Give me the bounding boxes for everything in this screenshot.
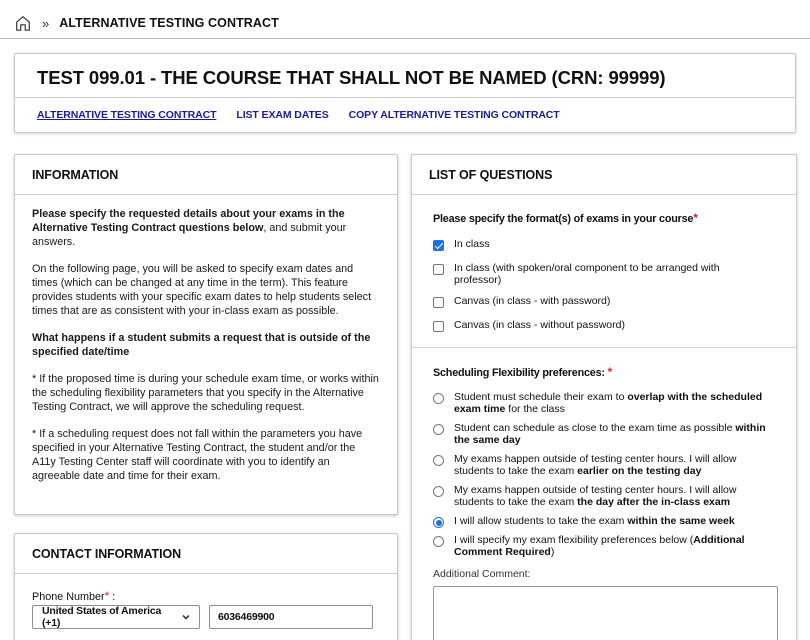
exam-format-title (433, 211, 796, 225)
flex-radio-same-week[interactable] (433, 517, 444, 528)
flex-option-text: My exams happen outside of testing center hours. I will allow students to take the exam (454, 484, 737, 508)
title-divider (15, 97, 795, 98)
format-option-in-class-oral[interactable] (433, 263, 766, 286)
scheduling-flexibility-title-text: Scheduling Flexibility preferences: (433, 367, 605, 379)
flex-option-emphasis: overlap with the scheduled exam time (454, 391, 763, 415)
required-marker: * (607, 365, 613, 379)
information-intro-bold: Please specify the requested details about your exams in the Alternative Testing Contract questions below (32, 208, 345, 234)
format-checkbox-canvas-no-password[interactable] (433, 321, 444, 332)
format-checkbox-canvas-password[interactable] (433, 297, 444, 308)
format-option-canvas-no-password[interactable] (433, 320, 766, 332)
required-marker: * (104, 589, 110, 603)
additional-comment-textarea[interactable] (433, 586, 778, 640)
format-option-label: Canvas (in class - with password) (454, 295, 611, 307)
tab-list-exam-dates[interactable]: LIST EXAM DATES (236, 109, 329, 121)
flex-radio-custom[interactable] (433, 536, 444, 547)
information-question-heading: What happens if a student submits a request that is outside of the specified date/time (32, 332, 371, 358)
flex-option-label (454, 423, 766, 446)
flex-option-emphasis: Additional Comment Required (454, 534, 745, 558)
flex-option-label (454, 485, 766, 508)
flex-option-text: I will allow students to take the exam (454, 515, 628, 527)
flex-option-same-week[interactable] (433, 516, 766, 528)
information-card (14, 154, 398, 515)
flex-radio-earlier-day[interactable] (433, 455, 444, 466)
flex-option-custom[interactable] (433, 535, 766, 558)
scheduling-flexibility-question (412, 365, 796, 379)
flex-option-text: Student must schedule their exam to (454, 391, 628, 403)
breadcrumb (14, 12, 279, 34)
tab-alternative-testing-contract[interactable]: ALTERNATIVE TESTING CONTRACT (37, 109, 217, 121)
exam-format-title-text: Please specify the format(s) of exams in your course (433, 213, 694, 225)
flex-radio-same-day[interactable] (433, 424, 444, 435)
flex-option-same-day[interactable] (433, 423, 766, 446)
questions-heading: LIST OF QUESTIONS (412, 155, 796, 195)
home-icon[interactable] (14, 14, 32, 32)
phone-number-label (32, 589, 115, 603)
phone-label-text: Phone Number (32, 591, 105, 603)
information-body (15, 195, 397, 483)
breadcrumb-current: ALTERNATIVE TESTING CONTRACT (59, 16, 279, 30)
contact-information-card (14, 533, 398, 640)
phone-number-input[interactable]: 6036469900 (209, 605, 373, 629)
tab-bar (37, 109, 560, 121)
information-paragraph-3: * If the proposed time is during your schedule exam time, or works within the scheduling flexibility parameters that you specify in the Alternative Testing Contract, we will approve the scheduling request. (32, 373, 379, 413)
format-option-label: Canvas (in class - without password) (454, 319, 625, 331)
format-option-label: In class (with spoken/oral component to be arranged with professor) (454, 262, 720, 286)
flex-option-text-end: ) (550, 545, 555, 558)
flex-option-emphasis: within the same day (454, 422, 766, 446)
phone-row (32, 605, 373, 629)
flex-option-text: My exams happen outside of testing center hours. I will allow students to take the exam (454, 453, 737, 477)
flex-option-label (454, 535, 766, 558)
flex-option-overlap[interactable] (433, 392, 766, 415)
course-header-card (14, 53, 796, 133)
top-divider (0, 38, 810, 39)
information-heading: INFORMATION (15, 155, 397, 195)
format-checkbox-in-class-oral[interactable] (433, 264, 444, 275)
format-option-label: In class (454, 238, 490, 250)
required-marker: * (693, 211, 698, 225)
country-code-select[interactable] (32, 605, 200, 629)
flex-option-text: I will specify my exam flexibility preferences below ( (454, 534, 694, 546)
flex-option-label (454, 392, 766, 415)
country-code-value: United States of America (+1) (42, 605, 162, 629)
questions-divider (412, 347, 796, 348)
breadcrumb-separator: » (42, 15, 50, 31)
information-intro (32, 207, 380, 249)
phone-label-suffix: : (109, 591, 116, 603)
format-checkbox-in-class[interactable] (433, 240, 444, 251)
flex-option-emphasis: within the same week (627, 515, 735, 527)
information-paragraph-2: On the following page, you will be asked to specify exam dates and times (which can be changed at any time in the term). This feature provides students with your specific exam dates to help students select times that are as consistent with your in-class exam as possible. (32, 263, 372, 317)
flex-radio-day-after[interactable] (433, 486, 444, 497)
scheduling-flexibility-options (412, 392, 796, 640)
flex-option-day-after[interactable] (433, 485, 766, 508)
format-option-in-class[interactable] (433, 239, 766, 251)
list-of-questions-card (411, 154, 797, 640)
flex-option-label (454, 516, 735, 528)
tab-copy-alternative-testing-contract[interactable]: COPY ALTERNATIVE TESTING CONTRACT (348, 109, 560, 121)
flex-option-earlier-day[interactable] (433, 454, 766, 477)
format-option-canvas-password[interactable] (433, 296, 766, 308)
exam-format-options (412, 239, 796, 332)
scheduling-flexibility-title (433, 365, 796, 379)
flex-option-emphasis: earlier on the testing day (577, 464, 702, 477)
information-intro-rest: , and submit your answers. (32, 222, 347, 248)
flex-radio-overlap[interactable] (433, 393, 444, 404)
chevron-down-icon (181, 612, 191, 622)
exam-format-question (412, 211, 796, 225)
flex-option-text: Student can schedule as close to the exam time as possible (454, 422, 736, 434)
contact-heading: CONTACT INFORMATION (15, 534, 397, 574)
flex-option-label (454, 454, 766, 477)
information-paragraph-4: * If a scheduling request does not fall within the parameters you have specified in your Alternative Testing Contract, the student and/or the A11y Testing Center staff will coordinate with you to identify an agreeable date and time for their exam. (32, 428, 363, 482)
additional-comment-label: Additional Comment: (433, 568, 531, 580)
flex-option-text-end: for the class (505, 402, 565, 415)
page-title: TEST 099.01 - THE COURSE THAT SHALL NOT BE NAMED (CRN: 99999) (37, 67, 666, 88)
flex-option-emphasis: the day after the in-class exam (577, 495, 731, 508)
